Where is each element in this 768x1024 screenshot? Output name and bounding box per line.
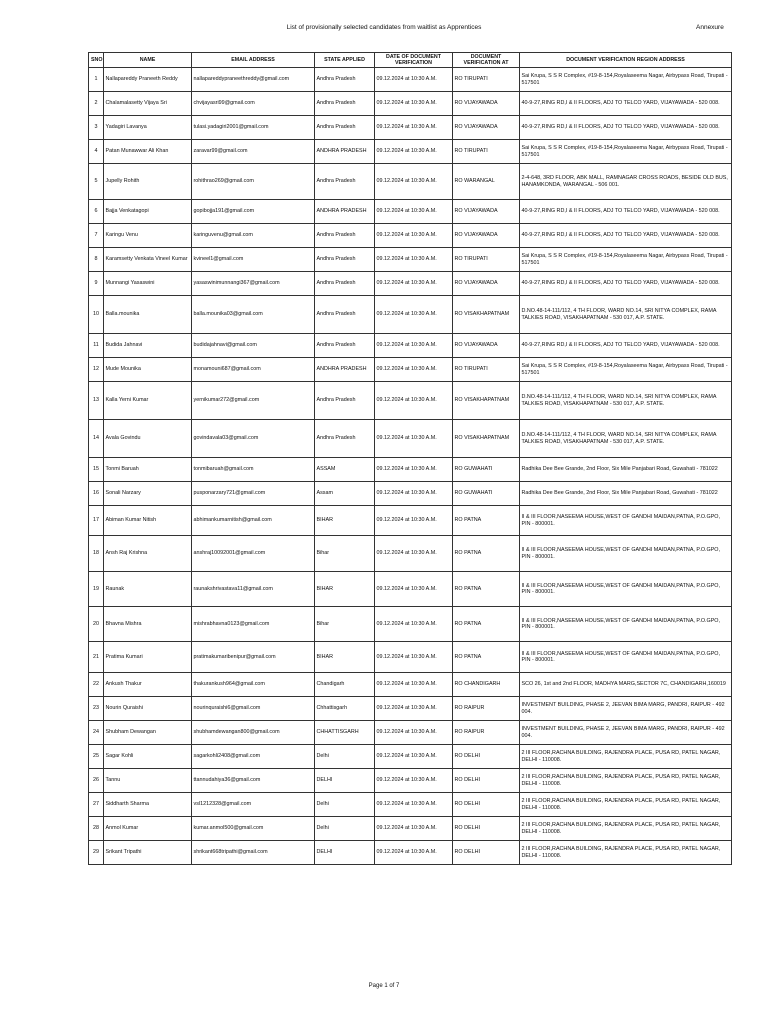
cell-verification-at: RO VIJAYAWADA bbox=[453, 92, 520, 116]
cell-sno: 10 bbox=[89, 296, 104, 334]
cell-state: Andhra Pradesh bbox=[315, 116, 375, 140]
cell-region-address: 2 III FLOOR,RACHNA BUILDING, RAJENDRA PLACE, PUSA RD, PATEL NAGAR, DELHI - 110008. bbox=[520, 841, 732, 865]
cell-date: 09.12.2024 at 10:30 A.M. bbox=[375, 536, 453, 572]
table-row bbox=[89, 334, 732, 358]
cell-date: 09.12.2024 at 10:30 A.M. bbox=[375, 793, 453, 817]
header-date: DATE OF DOCUMENT VERIFICATION bbox=[375, 53, 453, 68]
cell-name: Tannu bbox=[104, 769, 192, 793]
cell-sno: 11 bbox=[89, 334, 104, 358]
table-row bbox=[89, 420, 732, 458]
cell-region-address: SCO 26, 1st and 2nd FLOOR, MADHYA MARG,SECTOR 7C, CHANDIGARH,160019 bbox=[520, 673, 732, 697]
cell-verification-at: RO PATNA bbox=[453, 506, 520, 536]
cell-date: 09.12.2024 at 10:30 A.M. bbox=[375, 164, 453, 200]
cell-email: shrikant668tripathi@gmail.com bbox=[192, 841, 315, 865]
cell-verification-at: RO VIJAYAWADA bbox=[453, 200, 520, 224]
cell-state: Chandigarh bbox=[315, 673, 375, 697]
cell-region-address: 2 III FLOOR,RACHNA BUILDING, RAJENDRA PLACE, PUSA RD, PATEL NAGAR, DELHI - 110008. bbox=[520, 769, 732, 793]
cell-region-address: Radhika Dee Bee Grande, 2nd Floor, Six Mile Panjabari Road, Guwahati - 781022 bbox=[520, 482, 732, 506]
cell-state: Andhra Pradesh bbox=[315, 420, 375, 458]
cell-email: yasaswinimunnangi367@gmail.com bbox=[192, 272, 315, 296]
cell-name: Anmol Kumar bbox=[104, 817, 192, 841]
cell-verification-at: RO DELHI bbox=[453, 793, 520, 817]
cell-sno: 21 bbox=[89, 642, 104, 673]
cell-sno: 1 bbox=[89, 68, 104, 92]
table-row bbox=[89, 841, 732, 865]
table-row bbox=[89, 458, 732, 482]
cell-verification-at: RO PATNA bbox=[453, 642, 520, 673]
table-row bbox=[89, 697, 732, 721]
table-row bbox=[89, 200, 732, 224]
table-row bbox=[89, 506, 732, 536]
table-row bbox=[89, 817, 732, 841]
cell-name: Munnangi Yasaswini bbox=[104, 272, 192, 296]
cell-region-address: Sai Krupa, S S R Complex, #19-8-154,Royalaseema Nagar, Airbypass Road, Tirupati - 517501 bbox=[520, 358, 732, 382]
cell-state: DELHI bbox=[315, 841, 375, 865]
cell-email: shubhamdewangan800@gmail.com bbox=[192, 721, 315, 745]
cell-email: abhimankumarnitish@gmail.com bbox=[192, 506, 315, 536]
cell-sno: 4 bbox=[89, 140, 104, 164]
cell-verification-at: RO VISAKHAPATNAM bbox=[453, 420, 520, 458]
cell-region-address: 2-4-648, 3RD FLOOR, ABK MALL, RAMNAGAR CROSS ROADS, BESIDE OLD BUS, HANAMKONDA, WARANGAL - 506 001. bbox=[520, 164, 732, 200]
cell-state: Chhattisgarh bbox=[315, 697, 375, 721]
cell-state: BIHAR bbox=[315, 572, 375, 607]
table-row bbox=[89, 68, 732, 92]
cell-name: Tonmi Baruah bbox=[104, 458, 192, 482]
cell-region-address: II & III FLOOR,NASEEMA HOUSE,WEST OF GANDHI MAIDAN,PATNA, P.O.GPO, PIN - 800001. bbox=[520, 506, 732, 536]
cell-region-address: II & III FLOOR,NASEEMA HOUSE,WEST OF GANDHI MAIDAN,PATNA, P.O.GPO, PIN - 800001. bbox=[520, 572, 732, 607]
cell-name: Ankush Thakur bbox=[104, 673, 192, 697]
cell-region-address: INVESTMENT BUILDING, PHASE 2, JEEVAN BIMA MARG, PANDRI, RAIPUR - 492 004. bbox=[520, 697, 732, 721]
cell-name: Bajja Venkatagopi bbox=[104, 200, 192, 224]
cell-region-address: 40-9-27,RING RD,I & II FLOORS, ADJ TO TELCO YARD, VIJAYAWADA - 520 008. bbox=[520, 92, 732, 116]
cell-verification-at: RO GUWAHATI bbox=[453, 482, 520, 506]
cell-verification-at: RO DELHI bbox=[453, 769, 520, 793]
cell-sno: 26 bbox=[89, 769, 104, 793]
cell-date: 09.12.2024 at 10:30 A.M. bbox=[375, 697, 453, 721]
cell-name: Kalla Yerni Kumar bbox=[104, 382, 192, 420]
cell-email: chvijayasri99@gmail.com bbox=[192, 92, 315, 116]
cell-date: 09.12.2024 at 10:30 A.M. bbox=[375, 116, 453, 140]
cell-name: Karamsetty Venkata Vineel Kumar bbox=[104, 248, 192, 272]
cell-verification-at: RO PATNA bbox=[453, 572, 520, 607]
cell-date: 09.12.2024 at 10:30 A.M. bbox=[375, 382, 453, 420]
cell-state: ASSAM bbox=[315, 458, 375, 482]
header-name: NAME bbox=[104, 53, 192, 68]
cell-region-address: Sai Krupa, S S R Complex, #19-8-154,Royalaseema Nagar, Airbypass Road, Tirupati - 517501 bbox=[520, 140, 732, 164]
cell-date: 09.12.2024 at 10:30 A.M. bbox=[375, 642, 453, 673]
cell-region-address: 2 III FLOOR,RACHNA BUILDING, RAJENDRA PLACE, PUSA RD, PATEL NAGAR, DELHI - 110008. bbox=[520, 745, 732, 769]
cell-name: Mude Mounika bbox=[104, 358, 192, 382]
table-row bbox=[89, 272, 732, 296]
cell-name: Karingu Venu bbox=[104, 224, 192, 248]
table-row bbox=[89, 482, 732, 506]
cell-date: 09.12.2024 at 10:30 A.M. bbox=[375, 272, 453, 296]
cell-sno: 27 bbox=[89, 793, 104, 817]
cell-date: 09.12.2024 at 10:30 A.M. bbox=[375, 572, 453, 607]
cell-email: sagarkohli2408@gmail.com bbox=[192, 745, 315, 769]
cell-verification-at: RO VIJAYAWADA bbox=[453, 272, 520, 296]
cell-date: 09.12.2024 at 10:30 A.M. bbox=[375, 68, 453, 92]
table-row bbox=[89, 793, 732, 817]
cell-state: CHHATTISGARH bbox=[315, 721, 375, 745]
cell-state: Andhra Pradesh bbox=[315, 272, 375, 296]
cell-state: Assam bbox=[315, 482, 375, 506]
table-row bbox=[89, 673, 732, 697]
cell-region-address: 40-9-27,RING RD,I & II FLOORS, ADJ TO TELCO YARD, VIJAYAWADA - 520 008. bbox=[520, 334, 732, 358]
cell-verification-at: RO VISAKHAPATNAM bbox=[453, 296, 520, 334]
cell-state: Delhi bbox=[315, 817, 375, 841]
cell-region-address: II & III FLOOR,NASEEMA HOUSE,WEST OF GANDHI MAIDAN,PATNA, P.O.GPO, PIN - 800001. bbox=[520, 607, 732, 642]
table-row bbox=[89, 116, 732, 140]
table-row bbox=[89, 224, 732, 248]
header-region-address: DOCUMENT VERIFICATION REGION ADDRESS bbox=[520, 53, 732, 68]
table-row bbox=[89, 92, 732, 116]
cell-verification-at: RO RAIPUR bbox=[453, 721, 520, 745]
cell-verification-at: RO TIRUPATI bbox=[453, 358, 520, 382]
cell-name: Sonali Narzary bbox=[104, 482, 192, 506]
cell-sno: 13 bbox=[89, 382, 104, 420]
cell-date: 09.12.2024 at 10:30 A.M. bbox=[375, 334, 453, 358]
cell-state: Andhra Pradesh bbox=[315, 382, 375, 420]
cell-region-address: Radhika Dee Bee Grande, 2nd Floor, Six Mile Panjabari Road, Guwahati - 781022 bbox=[520, 458, 732, 482]
table-row bbox=[89, 164, 732, 200]
table-row bbox=[89, 769, 732, 793]
table-row bbox=[89, 607, 732, 642]
cell-verification-at: RO VIJAYAWADA bbox=[453, 224, 520, 248]
cell-date: 09.12.2024 at 10:30 A.M. bbox=[375, 224, 453, 248]
cell-state: Bihar bbox=[315, 607, 375, 642]
cell-email: kumar.anmol500@gmail.com bbox=[192, 817, 315, 841]
cell-state: Andhra Pradesh bbox=[315, 248, 375, 272]
cell-date: 09.12.2024 at 10:30 A.M. bbox=[375, 841, 453, 865]
cell-verification-at: RO VIJAYAWADA bbox=[453, 116, 520, 140]
cell-date: 09.12.2024 at 10:30 A.M. bbox=[375, 420, 453, 458]
cell-sno: 14 bbox=[89, 420, 104, 458]
cell-verification-at: RO VIJAYAWADA bbox=[453, 334, 520, 358]
cell-state: Delhi bbox=[315, 793, 375, 817]
cell-verification-at: RO TIRUPATI bbox=[453, 248, 520, 272]
cell-verification-at: RO TIRUPATI bbox=[453, 68, 520, 92]
cell-verification-at: RO CHANDIGARH bbox=[453, 673, 520, 697]
cell-sno: 17 bbox=[89, 506, 104, 536]
cell-verification-at: RO DELHI bbox=[453, 841, 520, 865]
cell-sno: 20 bbox=[89, 607, 104, 642]
cell-sno: 9 bbox=[89, 272, 104, 296]
cell-date: 09.12.2024 at 10:30 A.M. bbox=[375, 248, 453, 272]
table-row bbox=[89, 642, 732, 673]
cell-verification-at: RO DELHI bbox=[453, 817, 520, 841]
cell-verification-at: RO RAIPUR bbox=[453, 697, 520, 721]
cell-email: balla.mounika03@gmail.com bbox=[192, 296, 315, 334]
cell-date: 09.12.2024 at 10:30 A.M. bbox=[375, 458, 453, 482]
table-row bbox=[89, 248, 732, 272]
cell-region-address: 40-9-27,RING RD,I & II FLOORS, ADJ TO TELCO YARD, VIJAYAWADA - 520 008. bbox=[520, 224, 732, 248]
cell-email: thakurankush964@gmail.com bbox=[192, 673, 315, 697]
cell-state: Delhi bbox=[315, 745, 375, 769]
cell-name: Abiman Kumar Nitish bbox=[104, 506, 192, 536]
cell-state: Andhra Pradesh bbox=[315, 164, 375, 200]
cell-date: 09.12.2024 at 10:30 A.M. bbox=[375, 296, 453, 334]
cell-date: 09.12.2024 at 10:30 A.M. bbox=[375, 745, 453, 769]
table-row bbox=[89, 745, 732, 769]
cell-state: Andhra Pradesh bbox=[315, 68, 375, 92]
cell-sno: 8 bbox=[89, 248, 104, 272]
cell-name: Budida Jahnavi bbox=[104, 334, 192, 358]
cell-email: gopibojja191@gmail.com bbox=[192, 200, 315, 224]
cell-verification-at: RO GUWAHATI bbox=[453, 458, 520, 482]
cell-name: Patan Munawwar Ali Khan bbox=[104, 140, 192, 164]
cell-name: Jupelly Rohith bbox=[104, 164, 192, 200]
cell-state: Andhra Pradesh bbox=[315, 224, 375, 248]
cell-name: Siddharth Sharma bbox=[104, 793, 192, 817]
cell-state: ANDHRA PRADESH bbox=[315, 358, 375, 382]
candidates-table bbox=[88, 52, 732, 865]
cell-region-address: 2 III FLOOR,RACHNA BUILDING, RAJENDRA PLACE, PUSA RD, PATEL NAGAR, DELHI - 110008. bbox=[520, 817, 732, 841]
cell-date: 09.12.2024 at 10:30 A.M. bbox=[375, 506, 453, 536]
cell-sno: 28 bbox=[89, 817, 104, 841]
table-header-row bbox=[89, 53, 732, 68]
cell-region-address: D.NO.48-14-111/112, 4 TH FLOOR, WARD NO.14, SRI NITYA COMPLEX, RAMA TALKIES ROAD, VISAKHAPATNAM - 530 017, A.P. STATE. bbox=[520, 382, 732, 420]
cell-date: 09.12.2024 at 10:30 A.M. bbox=[375, 607, 453, 642]
cell-verification-at: RO TIRUPATI bbox=[453, 140, 520, 164]
cell-sno: 7 bbox=[89, 224, 104, 248]
annexure-label: Annexure bbox=[696, 24, 724, 31]
cell-sno: 19 bbox=[89, 572, 104, 607]
cell-region-address: D.NO.48-14-111/112, 4 TH FLOOR, WARD NO.14, SRI NITYA COMPLEX, RAMA TALKIES ROAD, VISAKHAPATNAM - 530 017, A.P. STATE. bbox=[520, 296, 732, 334]
cell-sno: 23 bbox=[89, 697, 104, 721]
cell-email: mishrabhavna0123@gmail.com bbox=[192, 607, 315, 642]
cell-name: Pratima Kumari bbox=[104, 642, 192, 673]
cell-region-address: INVESTMENT BUILDING, PHASE 2, JEEVAN BIMA MARG, PANDRI, RAIPUR - 492 004. bbox=[520, 721, 732, 745]
cell-sno: 25 bbox=[89, 745, 104, 769]
cell-date: 09.12.2024 at 10:30 A.M. bbox=[375, 817, 453, 841]
cell-region-address: 2 III FLOOR,RACHNA BUILDING, RAJENDRA PLACE, PUSA RD, PATEL NAGAR, DELHI - 110008. bbox=[520, 793, 732, 817]
cell-name: Srikant Tripathi bbox=[104, 841, 192, 865]
header-sno: SNO bbox=[89, 53, 104, 68]
header-state: STATE APPLIED bbox=[315, 53, 375, 68]
cell-email: pusponarzary721@gmail.com bbox=[192, 482, 315, 506]
cell-email: anshraj10092001@gmail.com bbox=[192, 536, 315, 572]
cell-email: monamouni687@gmail.com bbox=[192, 358, 315, 382]
cell-date: 09.12.2024 at 10:30 A.M. bbox=[375, 358, 453, 382]
cell-name: Shubham Dewangan bbox=[104, 721, 192, 745]
cell-email: tulasi.yadagiri2001@gmail.com bbox=[192, 116, 315, 140]
table-row bbox=[89, 721, 732, 745]
cell-name: Chalamalasetty Vijaya Sri bbox=[104, 92, 192, 116]
table-row bbox=[89, 536, 732, 572]
cell-region-address: 40-9-27,RING RD,I & II FLOORS, ADJ TO TELCO YARD, VIJAYAWADA - 520 008. bbox=[520, 116, 732, 140]
table-row bbox=[89, 358, 732, 382]
cell-sno: 29 bbox=[89, 841, 104, 865]
cell-email: pratimakumaribenipur@gmail.com bbox=[192, 642, 315, 673]
cell-sno: 16 bbox=[89, 482, 104, 506]
cell-sno: 15 bbox=[89, 458, 104, 482]
cell-verification-at: RO VISAKHAPATNAM bbox=[453, 382, 520, 420]
cell-date: 09.12.2024 at 10:30 A.M. bbox=[375, 140, 453, 164]
cell-state: Andhra Pradesh bbox=[315, 334, 375, 358]
cell-sno: 24 bbox=[89, 721, 104, 745]
cell-sno: 3 bbox=[89, 116, 104, 140]
cell-region-address: II & III FLOOR,NASEEMA HOUSE,WEST OF GANDHI MAIDAN,PATNA, P.O.GPO, PIN - 800001. bbox=[520, 536, 732, 572]
header-verification-at: DOCUMENT VERIFICATION AT bbox=[453, 53, 520, 68]
cell-verification-at: RO PATNA bbox=[453, 536, 520, 572]
page-number: Page 1 of 7 bbox=[368, 983, 400, 989]
cell-sno: 2 bbox=[89, 92, 104, 116]
cell-sno: 6 bbox=[89, 200, 104, 224]
cell-state: BIHAR bbox=[315, 506, 375, 536]
cell-sno: 5 bbox=[89, 164, 104, 200]
document-title: List of provisionally selected candidates from waitlist as Apprentices bbox=[286, 24, 482, 31]
cell-state: ANDHRA PRADESH bbox=[315, 200, 375, 224]
table-row bbox=[89, 382, 732, 420]
table-row bbox=[89, 296, 732, 334]
cell-date: 09.12.2024 at 10:30 A.M. bbox=[375, 673, 453, 697]
cell-name: Yadagiri Lavanya bbox=[104, 116, 192, 140]
cell-email: nourinquraishi6@gmail.com bbox=[192, 697, 315, 721]
table-row bbox=[89, 140, 732, 164]
cell-sno: 18 bbox=[89, 536, 104, 572]
cell-date: 09.12.2024 at 10:30 A.M. bbox=[375, 769, 453, 793]
cell-email: kvineel1@gmail.com bbox=[192, 248, 315, 272]
cell-date: 09.12.2024 at 10:30 A.M. bbox=[375, 200, 453, 224]
cell-name: Nallapareddy Praneeth Reddy bbox=[104, 68, 192, 92]
cell-region-address: 40-9-27,RING RD,I & II FLOORS, ADJ TO TELCO YARD, VIJAYAWADA - 520 008. bbox=[520, 272, 732, 296]
header-email: EMAIL ADDRESS bbox=[192, 53, 315, 68]
cell-name: Nourin Quraishi bbox=[104, 697, 192, 721]
cell-state: BIHAR bbox=[315, 642, 375, 673]
cell-email: tonmibaruah@gmail.com bbox=[192, 458, 315, 482]
cell-sno: 12 bbox=[89, 358, 104, 382]
cell-verification-at: RO DELHI bbox=[453, 745, 520, 769]
cell-email: vsl1212328@gmail.com bbox=[192, 793, 315, 817]
cell-date: 09.12.2024 at 10:30 A.M. bbox=[375, 92, 453, 116]
cell-email: raunakshrivastava11@gmail.com bbox=[192, 572, 315, 607]
cell-name: Ansh Raj Krishna bbox=[104, 536, 192, 572]
cell-name: Balla.mounika bbox=[104, 296, 192, 334]
cell-state: Bihar bbox=[315, 536, 375, 572]
cell-region-address: II & III FLOOR,NASEEMA HOUSE,WEST OF GANDHI MAIDAN,PATNA, P.O.GPO, PIN - 800001. bbox=[520, 642, 732, 673]
cell-name: Bhavna Mishra bbox=[104, 607, 192, 642]
cell-email: nallapareddypraneethreddy@gmail.com bbox=[192, 68, 315, 92]
cell-region-address: Sai Krupa, S S R Complex, #19-8-154,Royalaseema Nagar, Airbypass Road, Tirupati - 517501 bbox=[520, 248, 732, 272]
cell-region-address: Sai Krupa, S S R Complex, #19-8-154,Royalaseema Nagar, Airbypass Road, Tirupati - 517501 bbox=[520, 68, 732, 92]
cell-state: Andhra Pradesh bbox=[315, 92, 375, 116]
cell-email: rohithrao269@gmail.com bbox=[192, 164, 315, 200]
cell-email: karinguvenu@gmail.com bbox=[192, 224, 315, 248]
cell-name: Raunak bbox=[104, 572, 192, 607]
cell-verification-at: RO PATNA bbox=[453, 607, 520, 642]
cell-name: Sagar Kohli bbox=[104, 745, 192, 769]
cell-email: budidajahnavi@gmail.com bbox=[192, 334, 315, 358]
cell-date: 09.12.2024 at 10:30 A.M. bbox=[375, 482, 453, 506]
cell-email: yernikumar272@gmail.com bbox=[192, 382, 315, 420]
cell-verification-at: RO WARANGAL bbox=[453, 164, 520, 200]
cell-sno: 22 bbox=[89, 673, 104, 697]
cell-date: 09.12.2024 at 10:30 A.M. bbox=[375, 721, 453, 745]
cell-region-address: 40-9-27,RING RD,I & II FLOORS, ADJ TO TELCO YARD, VIJAYAWADA - 520 008. bbox=[520, 200, 732, 224]
cell-state: DELHI bbox=[315, 769, 375, 793]
cell-state: ANDHRA PRADESH bbox=[315, 140, 375, 164]
cell-name: Avala Govindu bbox=[104, 420, 192, 458]
cell-state: Andhra Pradesh bbox=[315, 296, 375, 334]
table-row bbox=[89, 572, 732, 607]
cell-region-address: D.NO.48-14-111/112, 4 TH FLOOR, WARD NO.14, SRI NITYA COMPLEX, RAMA TALKIES ROAD, VISAKHAPATNAM - 530 017, A.P. STATE. bbox=[520, 420, 732, 458]
cell-email: govindavala03@gmail.com bbox=[192, 420, 315, 458]
cell-email: zaravar99@gmail.com bbox=[192, 140, 315, 164]
cell-email: ttannudahiya36@gmail.com bbox=[192, 769, 315, 793]
